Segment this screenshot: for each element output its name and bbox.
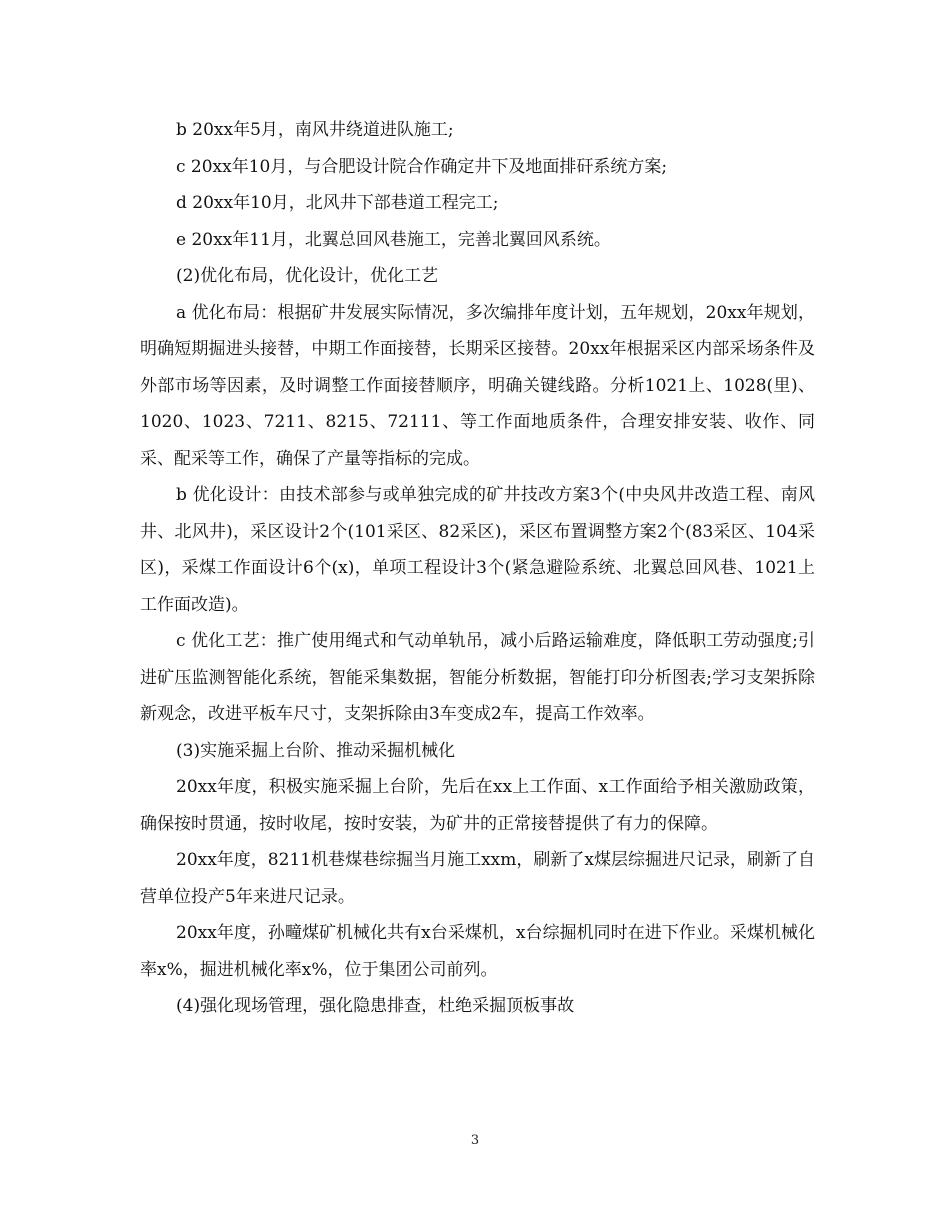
paragraph-e-return-airway: e 20xx年11月，北翼总回风巷施工，完善北翼回风系统。	[176, 229, 611, 250]
paragraph-d-north-shaft: d 20xx年10月，北风井下部巷道工程完工;	[176, 193, 499, 213]
section-heading-site-management: (4)强化现场管理，强化隐患排查，杜绝采掘顶板事故	[176, 996, 575, 1016]
paragraph-mechanization-rate: 20xx年度，孙疃煤矿机械化共有x台采煤机，x台综掘机同时在进下作业。采煤机械化率x%，掘进机械化率x%，位于集团公司前列。	[140, 923, 815, 980]
page-number: 3	[470, 1133, 480, 1148]
paragraph-c-gangue-system: c 20xx年10月，与合肥设计院合作确定井下及地面排矸系统方案;	[176, 156, 668, 177]
section-heading-optimization: (2)优化布局，优化设计，优化工艺	[176, 266, 439, 286]
section-heading-mechanization: (3)实施采掘上台阶、推动采掘机械化	[176, 740, 456, 761]
paragraph-b-south-shaft: b 20xx年5月，南风井绕道进队施工;	[176, 120, 454, 140]
paragraph-b-optimize-design: b 优化设计：由技术部参与或单独完成的矿井技改方案3个(中央风井改造工程、南风井、北风井)，采区设计2个(101采区、82采区)，采区布置调整方案2个(83采区、104采区)，采煤工作面设计6个(x)，单项工程设计3个(紧急避险系统、北翼总回风巷、1021上工作面改造)。	[140, 485, 815, 615]
paragraph-a-optimize-layout: a 优化布局：根据矿井发展实际情况，多次编排年度计划，五年规划，20xx年规划，明确短期掘进头接替，中期工作面接替，长期采区接替。20xx年根据采区内部采场条件及外部市场等因素，及时调整工作面接替顺序，明确关键线路。分析1021上、1028(里)、1020、1023、7211、8215、72111、等工作面地质条件，合理安排安装、收作、同采、配采等工作，确保了产量等指标的完成。	[140, 302, 815, 469]
document-body	[140, 112, 815, 1025]
paragraph-footage-record: 20xx年度，8211机巷煤巷综掘当月施工xxm，刷新了x煤层综掘进尺记录，刷新了自营单位投产5年来进尺记录。	[140, 850, 815, 907]
paragraph-c-optimize-process: c 优化工艺：推广使用绳式和气动单轨吊，减小后路运输难度，降低职工劳动强度;引进矿压监测智能化系统，智能采集数据，智能分析数据，智能打印分析图表;学习支架拆除新观念，改进平板车尺寸，支架拆除由3车变成2车，提高工作效率。	[140, 631, 815, 724]
paragraph-incentive-policy: 20xx年度，积极实施采掘上台阶，先后在xx上工作面、x工作面给予相关激励政策，确保按时贯通，按时收尾，按时安装，为矿井的正常接替提供了有力的保障。	[140, 777, 815, 834]
